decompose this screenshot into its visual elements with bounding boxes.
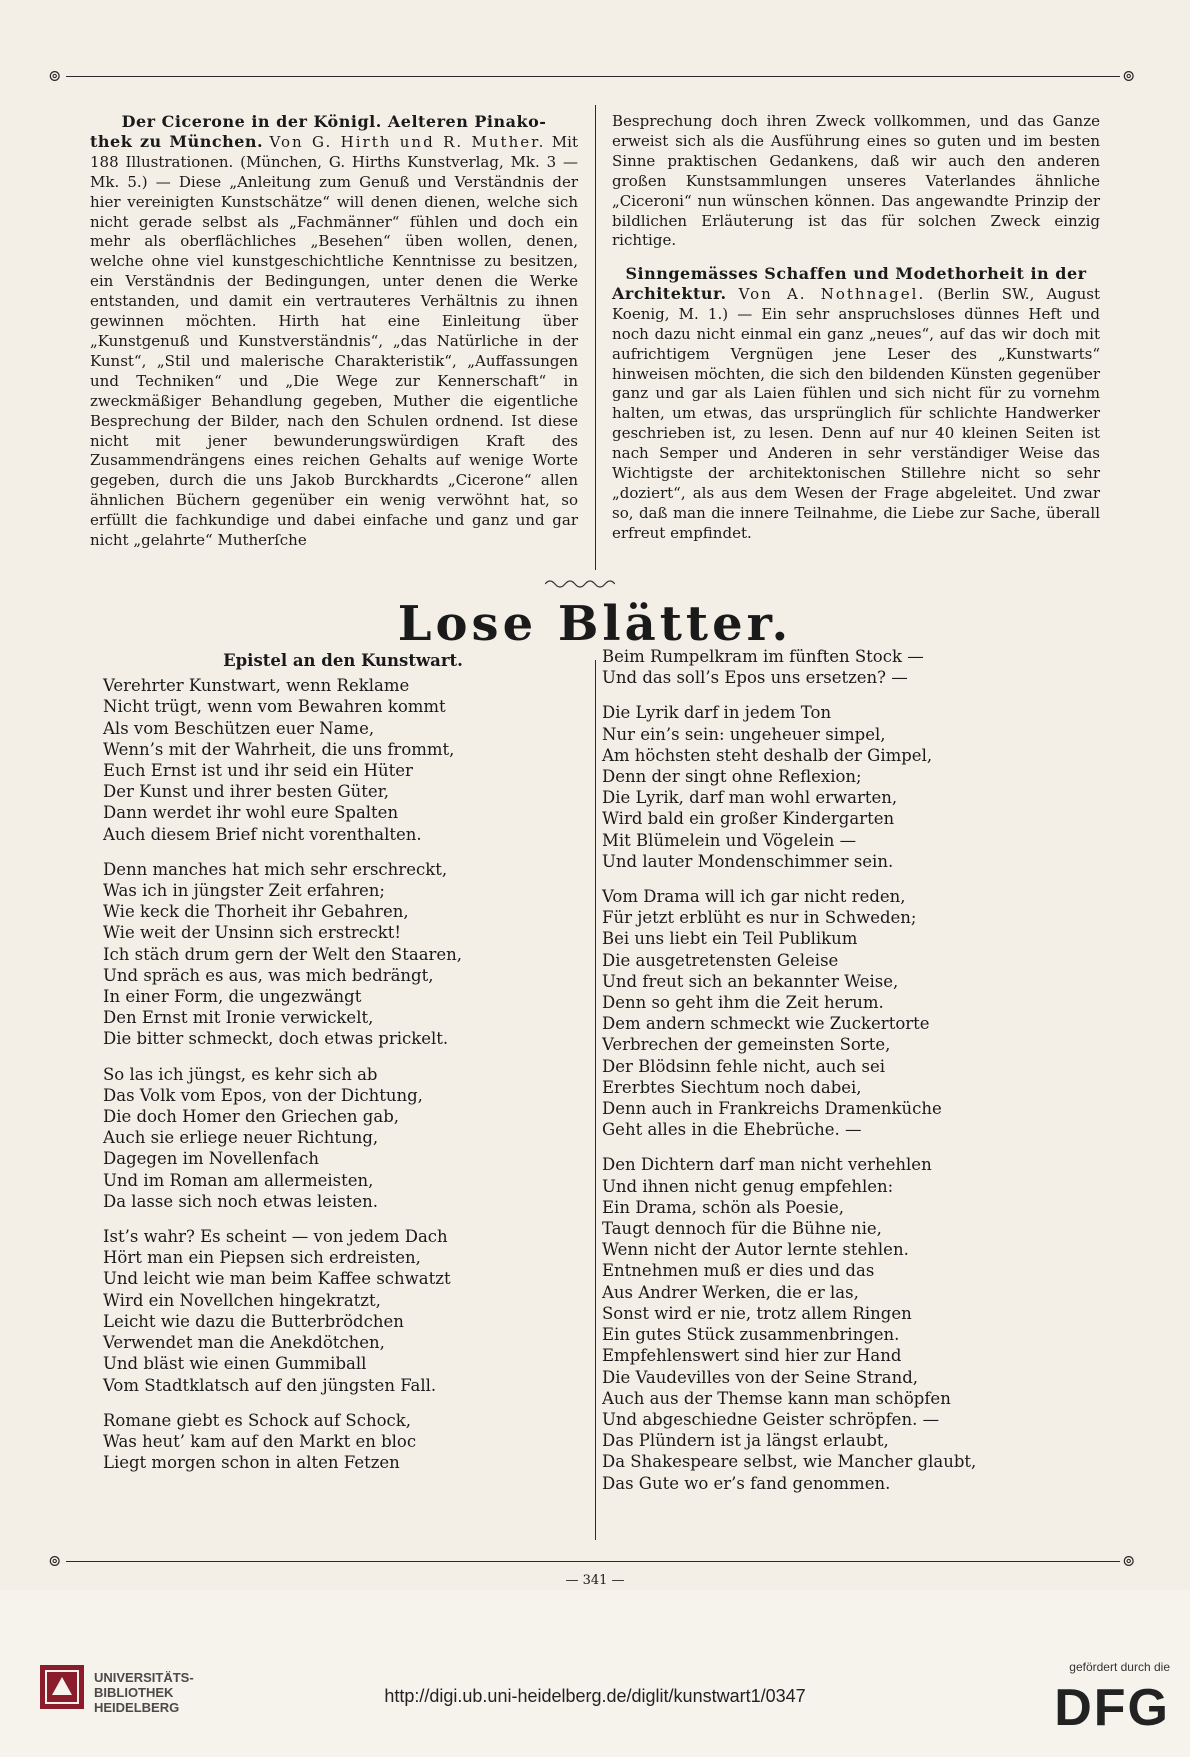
poem-line: Die Lyrik, darf man wohl erwarten, [602,788,898,808]
poem-line: Und das soll’s Epos uns ersetzen? — [602,668,908,688]
poem-stanza [602,646,1082,688]
poem-line: Ein Drama, schön als Poesie, [602,1197,844,1217]
poem-line: Ererbtes Siechtum noch dabei, [602,1077,862,1097]
poem-line: Nicht trügt, wenn vom Bewahren kommt [103,697,446,717]
poem-line: Dann werdet ihr wohl eure Spalten [103,803,399,823]
poem-line: Auch aus der Themse kann man schöpfen [602,1388,951,1408]
review-architektur-body: Architektur. Von A. Nothnagel. (Berlin SW., August Koenig, M. 1.) — Ein sehr anspruchsloses dünnes Heft und noch dazu nicht einmal ein ganz „neues“, auf das wir doch mit aufrichtigem Vergnügen jene Leser des „Kunstwarts“ hinweisen möchten, die sich den bildenden Künsten gegenüber ganz und gar als Laien fühlen und sich nicht für zu vornehm halten, um etwas, das ursprünglich für schlichte Handwerker geschrieben ist, zu lesen. Denn auf nur 40 kleinen Seiten ist nach Semper und Anderen in sehr verständiger Weise das Wichtigste der architektonischen Stillehre nicht so sehr „doziert“, als aus dem Wesen der Frage abgeleitet. Und zwar so, daß man die innere Teilnahme, die Liebe zur Sache, überall erfreut empfindet. [612,283,1100,542]
review-cicerone-body: thek zu München. Von G. Hirth und R. Muther. Mit 188 Illustrationen. (München, G. Hirths Kunstverlag, Mk. 3 — Mk. 5.) — Diese „Anleitung zum Genuß und Verständnis der hier vereinigten Kunstschätze“ will denen dienen, welche sich nicht gerade selbst als „Fachmänner“ fühlen und doch ein mehr als oberflächliches „Besehen“ üben wollen, denen, welche ohne viel kunstgeschichtliche Kenntnisse zu besitzen, ein Verständnis der Bedingungen, unter denen die Werke entstanden, und damit ein vertrauteres Verhältnis zu ihnen gewinnen möchten. Hirth hat eine Einleitung über „Kunstgenuß und Kunstverständnis“, „das Natürliche in der Kunst“, „Stil und malerische Charakteristik“, „Auffassungen und Techniken“ und „Die Wege zur Kennerschaft“ in zweckmäßiger Behandlung gegeben, Muther die eigentliche Besprechung der Bilder, nach den Schulen ordnend. Ist diese nicht mit jener bewunderungswürdigen Kraft des Zusammendrängens eines reichen Gehalts auf wenige Worte gegeben, durch die uns Jakob Burckhardts „Cicerone“ allen ähnlichen Büchern gegenüber ein wenig verwöhnt hat, so erfüllt die fachkundige und dabei einfache und ganz und gar nicht „gelahrte“ Mutherſche [90,131,578,550]
poem-line: Und im Roman am allermeisten, [103,1170,374,1190]
wave-ornament-icon [545,578,615,590]
poem-line: Wie weit der Unsinn sich erstreckt! [103,923,401,943]
poem-line: Und abgeschiedne Geister schröpfen. — [602,1409,940,1429]
poem-line: Ist’s wahr? Es scheint — von jedem Dach [103,1227,448,1247]
poem-line: Empfehlenswert sind hier zur Hand [602,1346,902,1366]
poem-line: Leicht wie dazu die Butterbrödchen [103,1311,404,1331]
poem-line: Da Shakespeare selbst, wie Mancher glaubt, [602,1452,977,1472]
poem-line: Liegt morgen schon in alten Fetzen [103,1453,400,1473]
review-architektur-byline: Von A. Nothnagel. [738,284,926,303]
poem-stanza [103,859,583,1050]
poem-line: Bei uns liebt ein Teil Publikum [602,929,858,949]
poem-right-stanzas [602,646,1082,1494]
top-rule [66,76,1120,77]
poem-line: Entnehmen muß er dies und das [602,1261,875,1281]
university-name: UNIVERSITÄTS- BIBLIOTHEK HEIDELBERG [94,1670,194,1715]
poem-line: Die Lyrik darf in jedem Ton [602,703,832,723]
poem-line: Ich stäch drum gern der Welt den Staaren, [103,944,463,964]
poem-line: Denn manches hat mich sehr erschreckt, [103,859,448,879]
review-architektur-title: Sinngemässes Schaffen und Modethorheit in der [625,264,1087,283]
dfg-logo: DFG [1054,1679,1170,1737]
poem-line: Für jetzt erblüht es nur in Schweden; [602,908,917,928]
review-cicerone-title: Der Cicerone in der Königl. Aelteren Pinako- [121,112,547,131]
poem-line: Die ausgetretensten Geleise [602,950,839,970]
poem-right-column [602,646,1082,1508]
poem-line: Hört man ein Piepsen sich erdreisten, [103,1248,421,1268]
poem-line: Das Gute wo er’s fand genommen. [602,1473,891,1493]
poem-line: Wird ein Novellchen hingekratzt, [103,1290,381,1310]
poem-line: Den Dichtern darf man nicht verhehlen [602,1155,932,1175]
poem-stanza [103,1226,583,1396]
poem-line: Wenn nicht der Autor lernte stehlen. [602,1240,909,1260]
poem-line: Der Kunst und ihrer besten Güter, [103,782,390,802]
poem-line: In einer Form, die ungezwängt [103,987,362,1007]
poem-line: Das Plündern ist ja längst erlaubt, [602,1431,889,1451]
poem-line: Verehrter Kunstwart, wenn Reklame [103,676,410,696]
poem-line: Die Vaudevilles von der Seine Strand, [602,1367,918,1387]
poem-left-column [103,650,583,1487]
poem-line: Den Ernst mit Ironie verwickelt, [103,1008,374,1028]
poem-line: Der Blödsinn fehle nicht, auch sei [602,1056,886,1076]
poem-line: Was ich in jüngster Zeit erfahren; [103,881,385,901]
ornament-top-left-icon: ⊚ [48,66,62,85]
ornament-bottom-left-icon: ⊚ [48,1551,62,1570]
poem-stanza [103,1064,583,1212]
review-architektur [612,264,1100,544]
poem-line: Beim Rumpelkram im fünften Stock — [602,647,924,666]
poem-line: Die bitter schmeckt, doch etwas prickelt. [103,1029,449,1049]
column-divider-upper [595,105,596,570]
review-cicerone-byline: Von G. Hirth und R. Muther. [269,132,546,151]
poem-line: Auch sie erliege neuer Richtung, [103,1128,379,1148]
poem-line: Vom Stadtklatsch auf den jüngsten Fall. [103,1375,437,1395]
poem-stanza [602,886,1082,1140]
poem-stanza [103,675,583,845]
review-cicerone-continuation: Besprechung doch ihren Zweck vollkommen, und das Ganze erweist sich als die Ausführung eines so guten und im besten Sinne praktischen Gedankens, daß wir auch den anderen großen Kunstsammlungen unseres Vaterlandes ähnliche „Ciceroni“ nun wünschen können. Das angewandte Prinzip der bildlichen Erläuterung ist das für solchen Zweck einzig richtige. [612,112,1100,250]
poem-line: Wird bald ein großer Kindergarten [602,809,895,829]
poem-line: Geht alles in die Ehebrüche. — [602,1120,862,1140]
poem-left-stanzas [103,675,583,1473]
poem-line: Wie keck die Thorheit ihr Gebahren, [103,902,409,922]
sponsor-text: gefördert durch die [1069,1660,1170,1674]
poem-line: Und lauter Mondenschimmer sein. [602,851,894,871]
poem-line: Und ihnen nicht genug empfehlen: [602,1176,894,1196]
poem-line: Die doch Homer den Griechen gab, [103,1107,400,1127]
poem-line: Denn auch in Frankreichs Dramenküche [602,1099,942,1119]
poem-line: Mit Blümelein und Vögelein — [602,830,857,850]
poem-line: Vom Drama will ich gar nicht reden, [602,887,906,907]
poem-line: Nur ein’s sein: ungeheuer simpel, [602,724,886,744]
ornament-bottom-right-icon: ⊚ [1122,1551,1136,1570]
poem-line: Und spräch es aus, was mich bedrängt, [103,965,434,985]
poem-title: Epistel an den Kunstwart. [223,651,463,670]
poem-line: Verwendet man die Anekdötchen, [103,1333,385,1353]
poem-line: Sonst wird er nie, trotz allem Ringen [602,1303,912,1323]
poem-line: Dagegen im Novellenfach [103,1149,319,1169]
poem-line: Romane giebt es Schock auf Schock, [103,1410,411,1430]
poem-line: Wenn’s mit der Wahrheit, die uns frommt, [103,739,455,759]
poem-line: So las ich jüngst, es kehr sich ab [103,1064,378,1084]
poem-line: Das Volk vom Epos, von der Dichtung, [103,1085,423,1105]
ornament-top-right-icon: ⊚ [1122,66,1136,85]
poem-line: Ein gutes Stück zusammenbringen. [602,1325,900,1345]
poem-stanza [103,1410,583,1474]
poem-line: Auch diesem Brief nicht vorenthalten. [103,824,422,844]
poem-line: Taugt dennoch für die Bühne nie, [602,1219,882,1239]
section-title: Lose Blätter. [397,596,793,652]
poem-line: Dem andern schmeckt wie Zuckertorte [602,1014,930,1034]
poem-line: Als vom Beschützen euer Name, [103,718,375,738]
poem-stanza [602,702,1082,872]
column-divider-lower [595,660,596,1540]
poem-line: Da lasse sich noch etwas leisten. [103,1191,379,1211]
poem-stanza [602,1154,1082,1493]
poem-line: Und freut sich an bekannter Weise, [602,971,899,991]
poem-line: Verbrechen der gemeinsten Sorte, [602,1035,891,1055]
page-number: — 341 — [565,1573,625,1588]
poem-line: Und bläst wie einen Gummiball [103,1354,367,1374]
poem-line: Was heut’ kam auf den Markt en bloc [103,1431,417,1451]
poem-line: Aus Andrer Werken, die er las, [602,1282,859,1302]
poem-line: Denn der singt ohne Reflexion; [602,767,862,787]
bottom-rule [66,1561,1120,1562]
poem-line: Und leicht wie man beim Kaffee schwatzt [103,1269,451,1289]
digitization-footer [0,1590,1190,1757]
poem-line: Euch Ernst ist und ihr seid ein Hüter [103,761,413,781]
poem-line: Denn so geht ihm die Zeit herum. [602,993,884,1013]
poem-line: Am höchsten steht deshalb der Gimpel, [602,745,933,765]
review-cicerone [90,112,578,551]
source-url-link[interactable]: http://digi.ub.uni-heidelberg.de/diglit/kunstwart1/0347 [384,1686,806,1706]
